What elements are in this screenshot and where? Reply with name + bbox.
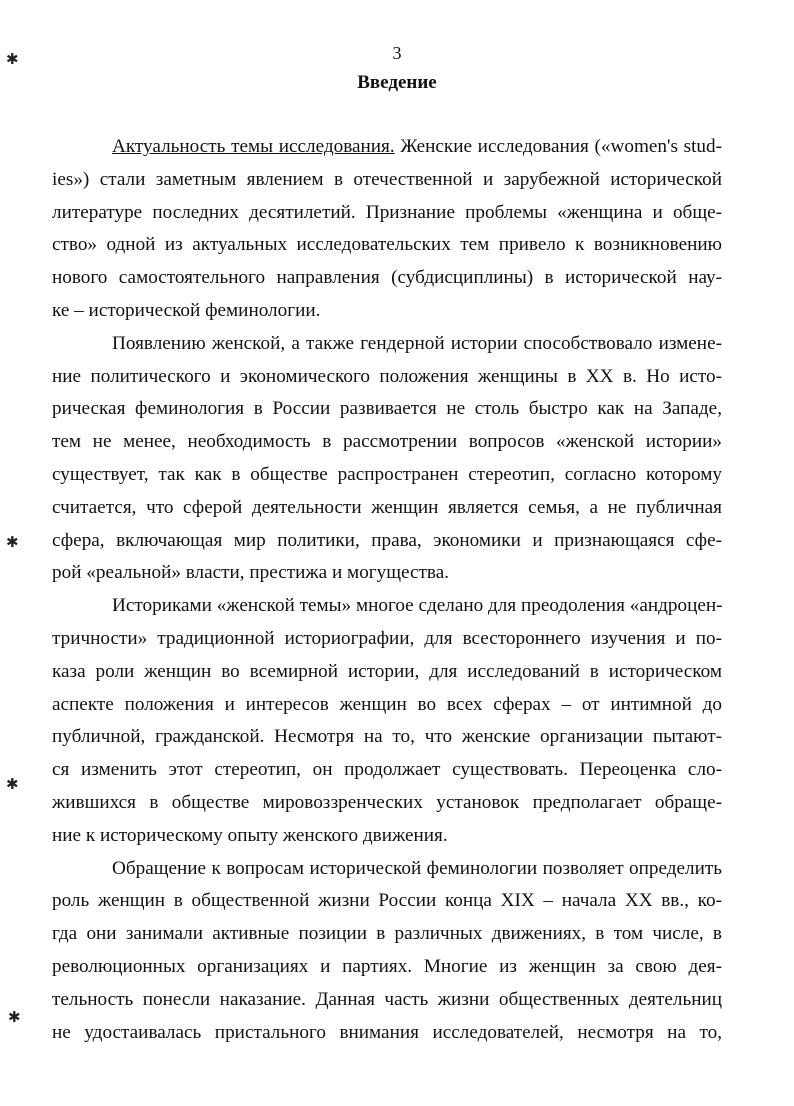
text-line: ies») стали заметным явлением в отечественной и зарубежной исторической <box>52 168 722 190</box>
paragraph-historians <box>52 590 723 852</box>
text-line: рой «реальной» власти, престижа и могущества. <box>52 562 450 584</box>
text-line: ство» одной из актуальных исследовательских тем привело к возникновению <box>52 234 722 256</box>
page-number: 3 <box>392 43 402 63</box>
text-line: ке – исторической феминологии. <box>52 299 321 321</box>
text-line: существует, так как в обществе распространен стереотип, согласно которому <box>52 463 722 485</box>
text-line: Появлению женской, а также гендерной истории способствовало измене- <box>112 332 722 354</box>
text-line: революционных организациях и партиях. Многие из женщин за свою дея- <box>52 955 722 977</box>
text-line: тельность понесли наказание. Данная часть жизни общественных деятельниц <box>52 988 722 1010</box>
text-line: нового самостоятельного направления (субдисциплины) в исторической нау- <box>52 267 722 289</box>
paragraph-relevance <box>52 131 722 328</box>
text-line: публичной, гражданской. Несмотря на то, что женские организации пытают- <box>52 726 722 748</box>
text-line: каза роли женщин во всемирной истории, для исследований в историческом <box>52 660 722 682</box>
text-line: ние политического и экономического положения женщины в XX в. Но исто- <box>52 365 722 387</box>
scan-mark: ✱ <box>8 1008 21 1026</box>
text-line: Историками «женской темы» многое сделано для преодоления «андроцен- <box>112 595 723 617</box>
text-line: Обращение к вопросам исторической феминологии позволяет определить <box>112 857 722 879</box>
scan-mark: ✱ <box>6 533 19 551</box>
text-line: рическая феминология в России развивается не столь быстро как на Западе, <box>52 398 722 420</box>
section-heading: Введение <box>357 72 437 93</box>
text-line: литературе последних десятилетий. Признание проблемы «женщина и обще- <box>52 201 722 223</box>
text-line: сфера, включающая мир политики, права, экономики и признающаяся сфе- <box>52 529 722 551</box>
text-line: тем не менее, необходимость в рассмотрении вопросов «женской истории» <box>52 431 722 453</box>
text-line: жившихся в обществе мировоззренческих установок предполагает обраще- <box>52 791 722 813</box>
text-line: не удостаивалась пристального внимания исследователей, несмотря на то, <box>52 1021 722 1043</box>
text-line: ние к историческому опыту женского движения. <box>52 824 448 846</box>
text-line: считается, что сферой деятельности женщин является семья, а не публичная <box>52 496 722 518</box>
text-line: роль женщин в общественной жизни России конца XIX – начала XX вв., ко- <box>52 890 722 912</box>
text-line: тричности» традиционной историографии, для всестороннего изучения и по- <box>52 627 722 649</box>
paragraph-gender-history <box>52 328 722 590</box>
scan-mark: ✱ <box>6 50 19 68</box>
text-line: гда они занимали активные позиции в различных движениях, в том числе, в <box>52 923 722 945</box>
paragraph-feminology <box>52 853 722 1050</box>
body-text <box>52 131 723 1049</box>
scan-mark: ✱ <box>6 775 19 793</box>
text-line: аспекте положения и интересов женщин во всех сферах – от интимной до <box>52 693 722 715</box>
relevance-label: Актуальность темы исследования. <box>112 136 395 157</box>
text-line: Актуальность темы исследования. Женские исследования («women's stud- <box>112 136 722 157</box>
text-line: ся изменить этот стереотип, он продолжает существовать. Переоценка сло- <box>52 759 722 781</box>
